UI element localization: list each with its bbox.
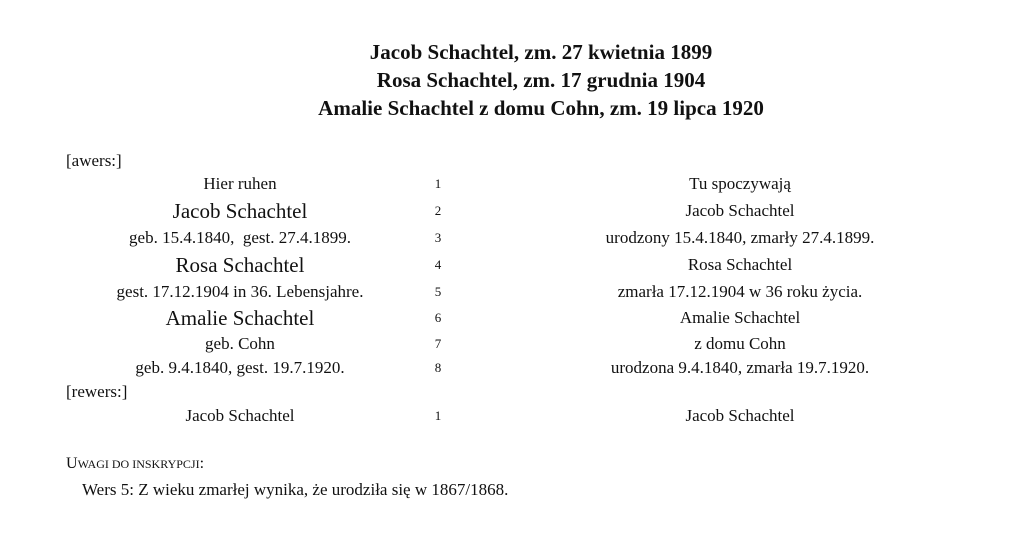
notes-heading-initial: U bbox=[66, 455, 78, 472]
german-text: Amalie Schachtel bbox=[165, 306, 315, 330]
polish-text: urodzony 15.4.1840, zmarły 27.4.1899. bbox=[605, 228, 875, 247]
notes-text: Wers 5: Z wieku zmarłej wynika, że urodziła się w 1867/1868. bbox=[82, 480, 509, 499]
inscription-row bbox=[0, 355, 1024, 381]
polish-text: urodzona 9.4.1840, zmarła 19.7.1920. bbox=[610, 358, 870, 377]
reverse-label: [rewers:] bbox=[66, 382, 128, 401]
line-number: 4 bbox=[434, 257, 442, 272]
inscription-row bbox=[0, 331, 1024, 357]
inscription-title bbox=[0, 38, 1024, 122]
title-line-3: Amalie Schachtel z domu Cohn, zm. 19 lipca 1920 bbox=[318, 96, 764, 120]
polish-text: z domu Cohn bbox=[694, 334, 786, 353]
german-text: Rosa Schachtel bbox=[175, 253, 305, 277]
line-number: 6 bbox=[434, 310, 442, 325]
inscription-row bbox=[0, 198, 1024, 224]
title-line-1: Jacob Schachtel, zm. 27 kwietnia 1899 bbox=[369, 40, 713, 64]
notes-heading-part2: INSKRYPCJI bbox=[132, 457, 200, 471]
german-text: Hier ruhen bbox=[203, 174, 277, 193]
polish-text: Amalie Schachtel bbox=[679, 308, 801, 327]
inscription-row bbox=[0, 252, 1024, 278]
german-text: gest. 17.12.1904 in 36. Lebensjahre. bbox=[116, 282, 364, 301]
polish-text: Tu spoczywają bbox=[689, 174, 791, 193]
line-number: 1 bbox=[434, 176, 442, 191]
line-number: 1 bbox=[434, 408, 442, 423]
german-text: geb. Cohn bbox=[205, 334, 275, 353]
polish-text: zmarła 17.12.1904 w 36 roku życia. bbox=[617, 282, 863, 301]
notes-heading-part1: WAGI DO bbox=[77, 457, 133, 471]
german-text: Jacob Schachtel bbox=[172, 199, 308, 223]
german-text: geb. 9.4.1840, gest. 19.7.1920. bbox=[135, 358, 345, 377]
line-number: 2 bbox=[434, 203, 442, 218]
inscription-row bbox=[0, 225, 1024, 251]
inscription-row bbox=[0, 279, 1024, 305]
title-line-2: Rosa Schachtel, zm. 17 grudnia 1904 bbox=[376, 68, 706, 92]
inscription-row bbox=[0, 171, 1024, 197]
polish-text: Rosa Schachtel bbox=[687, 255, 793, 274]
line-number: 5 bbox=[434, 284, 442, 299]
line-number: 8 bbox=[434, 360, 442, 375]
notes-heading-colon: : bbox=[199, 455, 205, 472]
german-text: geb. 15.4.1840, gest. 27.4.1899. bbox=[129, 228, 351, 247]
notes-heading bbox=[66, 454, 204, 474]
obverse-label: [awers:] bbox=[66, 151, 122, 170]
inscription-row bbox=[0, 305, 1024, 331]
polish-text: Jacob Schachtel bbox=[685, 201, 795, 220]
polish-text: Jacob Schachtel bbox=[685, 406, 795, 425]
inscription-row bbox=[0, 403, 1024, 429]
line-number: 7 bbox=[434, 336, 442, 351]
line-number: 3 bbox=[434, 230, 442, 245]
german-text: Jacob Schachtel bbox=[185, 406, 295, 425]
